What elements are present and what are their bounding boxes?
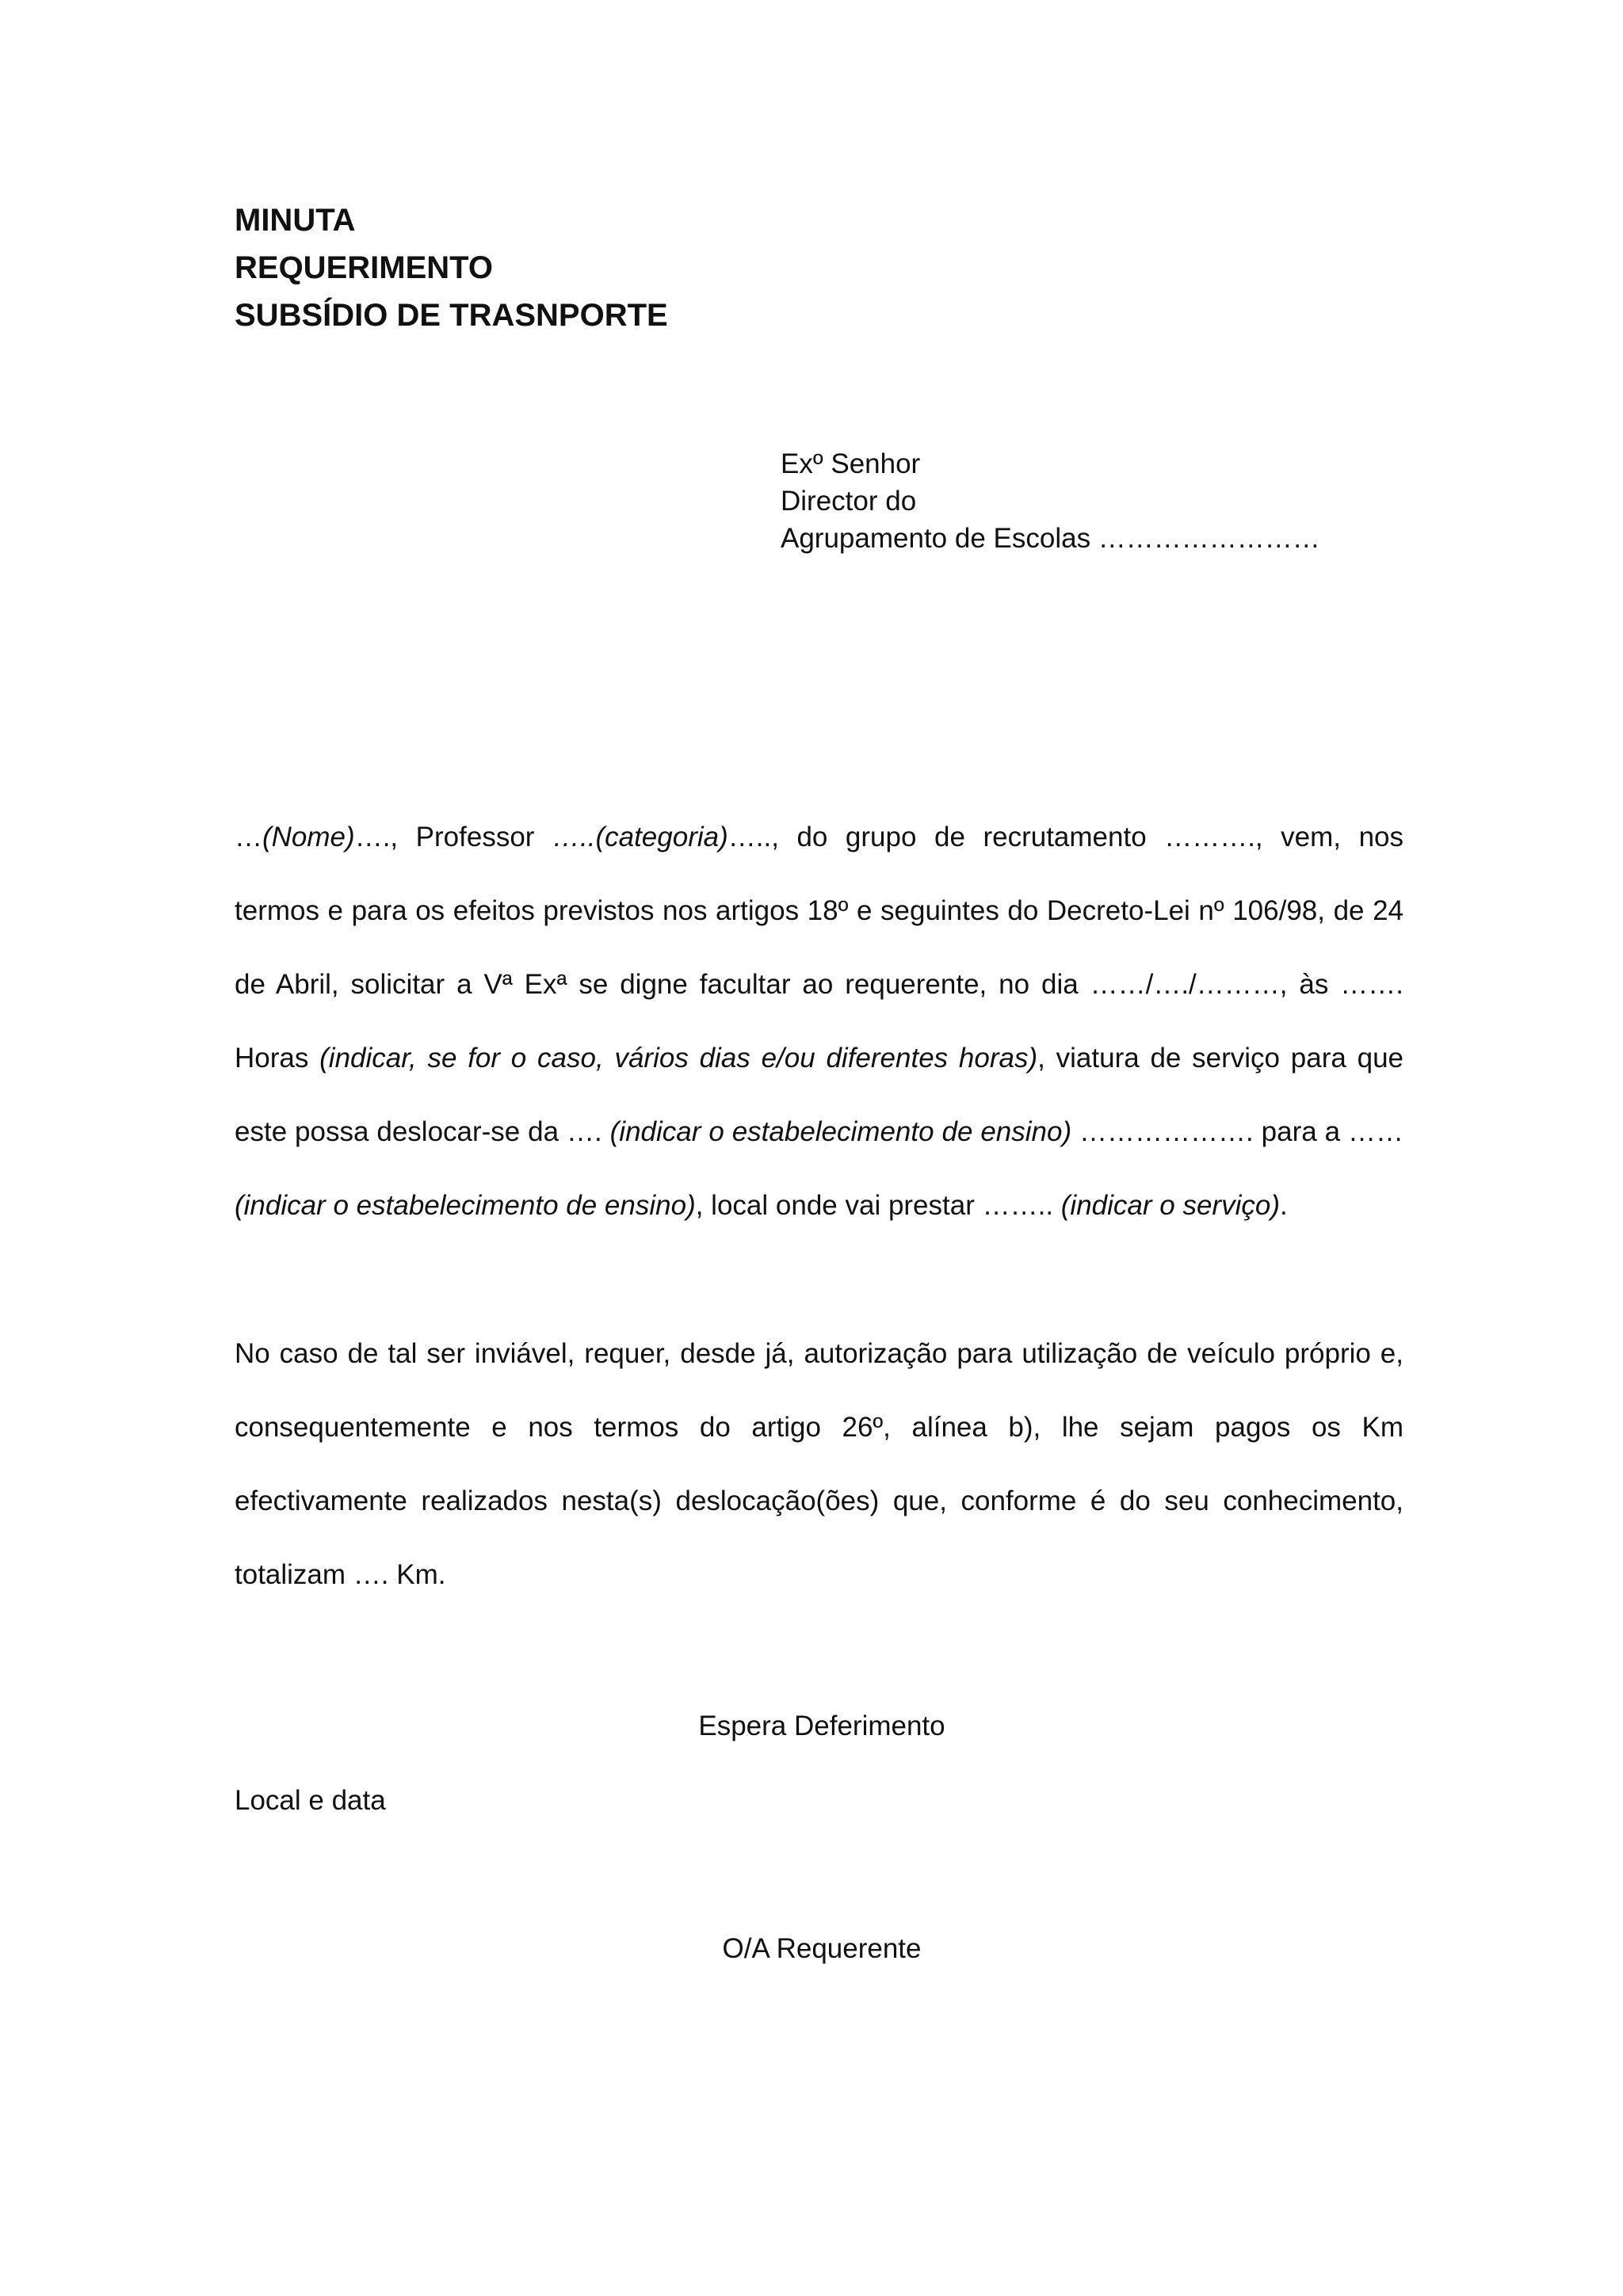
closing-espera-deferimento: Espera Deferimento bbox=[698, 1711, 945, 1741]
title-requerimento: REQUERIMENTO bbox=[235, 250, 493, 285]
alternative-paragraph bbox=[235, 1317, 1403, 1611]
request-seg-1: … bbox=[235, 822, 262, 852]
placeholder-nome: (Nome) bbox=[262, 822, 355, 852]
request-seg-13: . bbox=[1279, 1190, 1288, 1221]
addressee-school: Agrupamento de Escolas …………………… bbox=[781, 523, 1320, 554]
addressee-salutation: Exº Senhor bbox=[781, 448, 921, 479]
request-seg-9: ………………. para a …… bbox=[1071, 1116, 1403, 1147]
request-paragraph bbox=[235, 800, 1403, 1242]
closing-requerente: O/A Requerente bbox=[722, 1933, 922, 1964]
request-paragraph-text bbox=[235, 800, 1403, 1242]
placeholder-servico: (indicar o serviço) bbox=[1060, 1190, 1280, 1221]
addressee-block bbox=[781, 445, 1494, 557]
title-subsidio: SUBSÍDIO DE TRASNPORTE bbox=[235, 298, 668, 333]
placeholder-estabelecimento-destino: (indicar o estabelecimento de ensino) bbox=[235, 1190, 696, 1221]
request-seg-11: , local onde vai prestar …….. bbox=[695, 1190, 1061, 1221]
alternative-paragraph-text: No caso de tal ser inviável, requer, desde já, autorização para utilização de veículo próprio e, consequentemente e nos termos do artigo 26º, alínea b), lhe sejam pagos os Km efectivamente realizados nesta(s) deslocação(ões) que, conforme é do seu conhecimento, totalizam …. Km. bbox=[235, 1338, 1403, 1590]
request-seg-7: , viatura de serviço para que este possa deslocar-se da …. bbox=[235, 1043, 1403, 1147]
title-minuta: MINUTA bbox=[235, 203, 356, 238]
addressee-title: Director do bbox=[781, 486, 917, 517]
request-seg-3: …., Professor bbox=[354, 822, 552, 852]
request-seg-5: ….., do grupo de recrutamento ………., vem, nos termos e para os efeitos previstos nos artigos 18º e seguintes do Decreto-Lei nº 106/98, de 24 de Abril, solicitar a Vª Exª se digne facultar ao requerente, no dia ……/…./………, às ……. Horas bbox=[235, 822, 1403, 1074]
placeholder-categoria: …..(categoria) bbox=[552, 822, 728, 852]
placeholder-estabelecimento-origem: (indicar o estabelecimento de ensino) bbox=[609, 1116, 1072, 1147]
placeholder-dias-horas: (indicar, se for o caso, vários dias e/ou diferentes horas) bbox=[319, 1043, 1038, 1074]
document-title-block bbox=[235, 196, 1186, 339]
closing-local-data: Local e data bbox=[235, 1785, 386, 1816]
